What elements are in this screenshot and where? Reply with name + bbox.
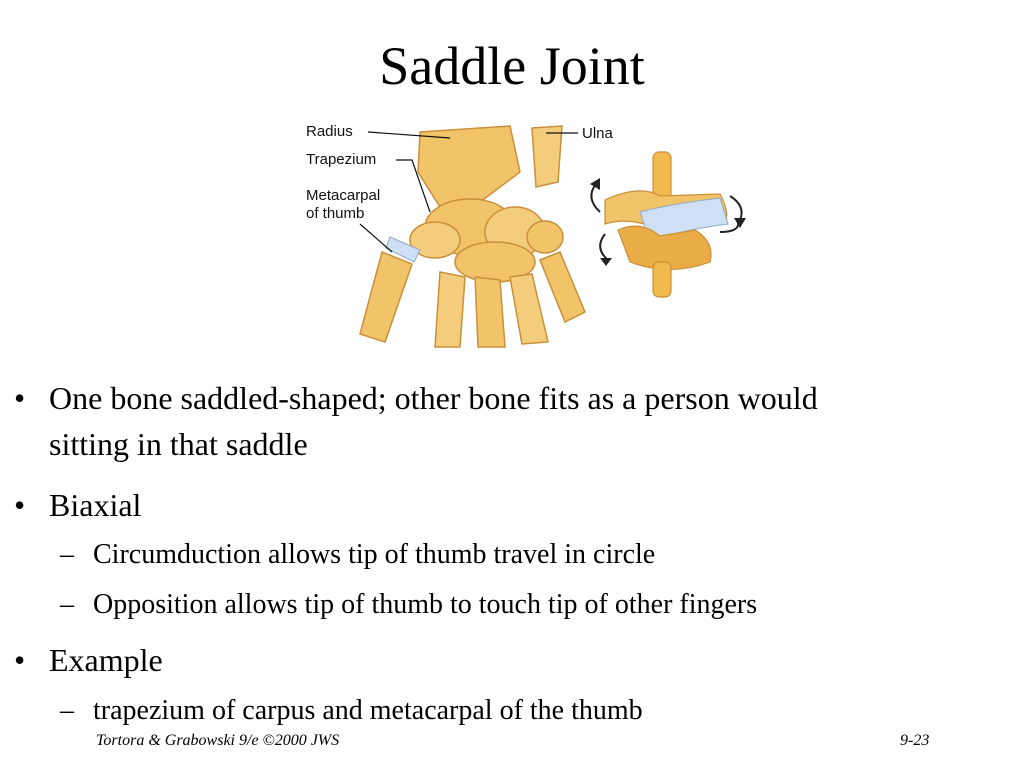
- ulna-label: Ulna: [582, 125, 613, 142]
- bullet-item-biaxial: [14, 482, 1014, 528]
- subbullet-marker: –: [60, 695, 74, 726]
- bullet-marker: •: [14, 487, 26, 523]
- bullet-marker: •: [14, 642, 26, 678]
- footer-citation: Tortora & Grabowski 9/e ©2000 JWS: [96, 732, 340, 749]
- wrist-bones-drawing: [360, 126, 585, 347]
- subbullet-text: Opposition allows tip of thumb to touch tip of other fingers: [93, 589, 758, 620]
- bullet-item-example: [14, 637, 1014, 683]
- bullet-item-saddle-shape: [14, 375, 1014, 467]
- slide-title: Saddle Joint: [379, 36, 645, 96]
- bullet-marker: •: [14, 380, 26, 416]
- subbullet-text: trapezium of carpus and metacarpal of the thumb: [93, 695, 643, 726]
- metacarpal-leader-line: [360, 224, 392, 252]
- trapezium-label: Trapezium: [306, 151, 377, 168]
- subbullet-marker: –: [60, 589, 74, 620]
- radius-label: Radius: [306, 123, 353, 140]
- metacarpal-label-line2: of thumb: [306, 205, 365, 222]
- metacarpal-label-line1: Metacarpal: [306, 187, 381, 204]
- saddle-model-drawing: [590, 152, 746, 297]
- footer-slide-number: 9-23: [900, 732, 930, 749]
- subbullet-marker: –: [60, 539, 74, 570]
- bullet-text-line1: One bone saddled-shaped; other bone fits as a person would: [49, 380, 818, 416]
- bullet-text: Example: [49, 642, 163, 678]
- subbullet-circumduction: [60, 535, 1013, 575]
- saddle-joint-figure: [300, 112, 760, 352]
- subbullet-trapezium-example: [60, 691, 1013, 731]
- saddle-joint-illustration: [300, 112, 760, 352]
- subbullet-text: Circumduction allows tip of thumb travel in circle: [93, 539, 656, 570]
- bullet-text-line2: sitting in that saddle: [49, 426, 308, 462]
- bullet-text: Biaxial: [49, 487, 142, 523]
- subbullet-opposition: [60, 585, 1013, 625]
